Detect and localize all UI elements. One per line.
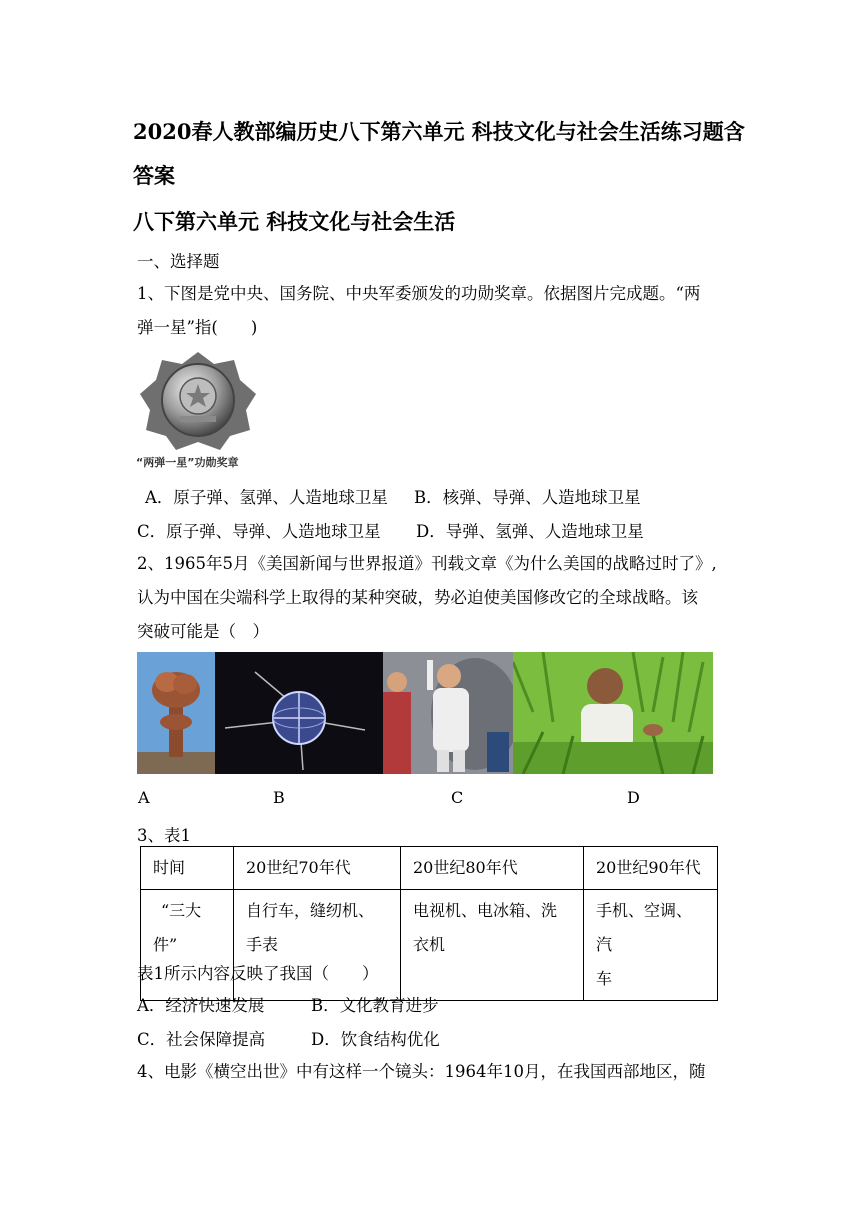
table-cell-line: 电视机、电冰箱、洗 <box>413 901 558 920</box>
q2-label-b: B <box>273 788 285 807</box>
photo-astronaut <box>383 652 513 774</box>
table-header-90s: 20世纪90年代 <box>584 847 718 890</box>
q1-line2: 弹一星”指( ) <box>137 318 258 337</box>
table-header-70s: 20世纪70年代 <box>234 847 401 890</box>
photo-mushroom-cloud <box>137 652 215 774</box>
q2-line3: 突破可能是（ ） <box>137 622 269 641</box>
table-cell-line: 手表 <box>246 935 279 954</box>
table-row <box>141 847 718 890</box>
table-cell-line: 自行车，缝纫机、 <box>246 901 375 920</box>
q3-option-a: A．经济快速发展 <box>137 996 265 1015</box>
table-cell-80s <box>401 890 584 1001</box>
q3-option-b: B．文化教育进步 <box>311 996 439 1015</box>
table-header-80s: 20世纪80年代 <box>401 847 584 890</box>
table-cell-line: 件” <box>153 935 178 954</box>
q3-option-c: C．社会保障提高 <box>137 1030 266 1049</box>
q1-option-b: B．核弹、导弹、人造地球卫星 <box>414 488 641 507</box>
medal-icon <box>136 350 260 450</box>
medal-caption: “两弹一星”功勋奖章 <box>136 456 239 469</box>
q2-label-a: A <box>138 788 150 807</box>
q3-stem: 表1所示内容反映了我国（ ） <box>137 964 379 983</box>
table-header-time: 时间 <box>141 847 234 890</box>
table-cell-line: “三大 <box>161 901 202 920</box>
table-cell-line: 车 <box>596 969 613 988</box>
q3-option-d: D．饮食结构优化 <box>311 1030 440 1049</box>
medal-image <box>136 350 260 468</box>
table-cell-line: 手机、空调、汽 <box>596 901 693 954</box>
q4-line1: 4、电影《横空出世》中有这样一个镜头：1964年10月，在我国西部地区，随 <box>137 1062 706 1081</box>
q2-line2: 认为中国在尖端科学上取得的某种突破，势必迫使美国修改它的全球战略。该 <box>137 588 698 607</box>
q1-line1: 1、下图是党中央、国务院、中央军委颁发的功勋奖章。依据图片完成题。“两 <box>137 284 701 303</box>
q1-option-a: A．原子弹、氢弹、人造地球卫星 <box>145 488 388 507</box>
unit-heading: 八下第六单元 科技文化与社会生活 <box>133 209 456 234</box>
section-heading: 一、选择题 <box>137 252 220 271</box>
q1-option-d: D．导弹、氢弹、人造地球卫星 <box>416 522 644 541</box>
table-cell-90s <box>584 890 718 1001</box>
document-title-line1: 2020春人教部编历史八下第六单元 科技文化与社会生活练习题含 <box>133 119 745 144</box>
q2-line1: 2、1965年5月《美国新闻与世界报道》刊载文章《为什么美国的战略过时了》, <box>137 554 717 573</box>
q2-photo-strip <box>137 652 713 774</box>
q3-intro: 3、表1 <box>137 826 191 845</box>
table-cell-line: 衣机 <box>413 935 446 954</box>
q2-label-d: D <box>627 788 640 807</box>
q2-label-c: C <box>451 788 464 807</box>
q1-option-c: C．原子弹、导弹、人造地球卫星 <box>137 522 381 541</box>
photo-rice-field <box>513 652 713 774</box>
photo-satellite <box>215 652 383 774</box>
document-title-line2: 答案 <box>133 163 175 188</box>
